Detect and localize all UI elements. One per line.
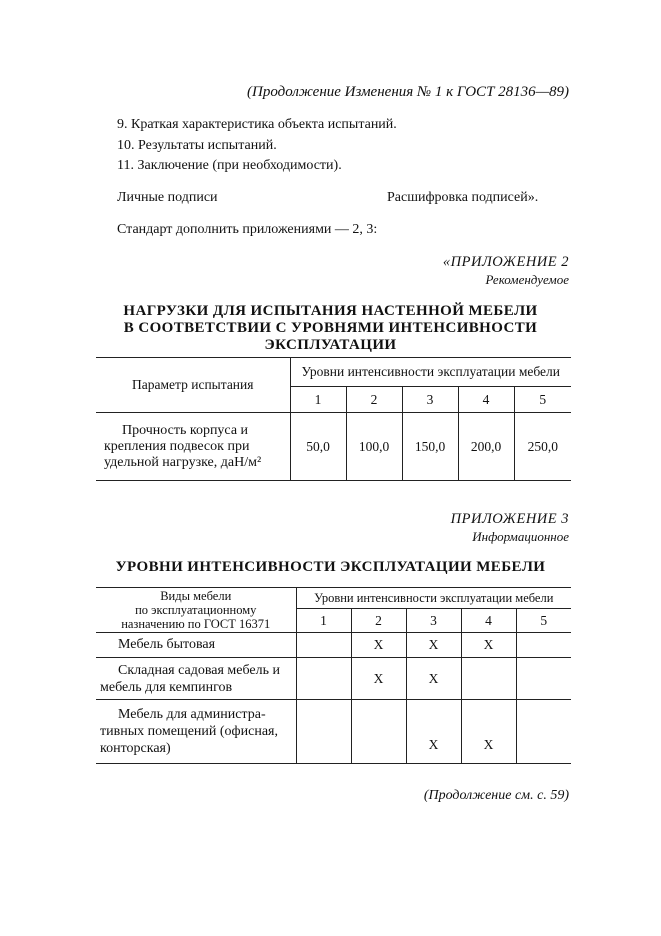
title-line: В СООТВЕТСТВИИ С УРОВНЯМИ ИНТЕНСИВНОСТИ bbox=[123, 320, 538, 336]
level-number: 5 bbox=[514, 387, 571, 413]
levels-header: Уровни интенсивности эксплуатации мебели bbox=[296, 588, 571, 609]
level-number: 5 bbox=[516, 609, 571, 633]
level-number: 1 bbox=[290, 387, 346, 413]
row-label-line: тивных помещений (офисная, bbox=[100, 724, 278, 739]
level-number: 3 bbox=[406, 609, 461, 633]
list-item: 10. Результаты испытаний. bbox=[117, 138, 277, 153]
loads-table bbox=[96, 357, 571, 481]
row-label bbox=[96, 658, 296, 700]
level-mark: X bbox=[406, 633, 461, 658]
level-mark: X bbox=[351, 633, 406, 658]
signature-right: Расшифровка подписей». bbox=[387, 190, 539, 205]
signature-left: Личные подписи bbox=[117, 190, 218, 205]
list-item: 11. Заключение (при необходимости). bbox=[117, 158, 342, 173]
level-mark bbox=[296, 658, 351, 700]
row-label bbox=[96, 700, 296, 764]
title-line: НАГРУЗКИ ДЛЯ ИСПЫТАНИЯ НАСТЕННОЙ МЕБЕЛИ bbox=[123, 303, 538, 319]
title-line: ЭКСПЛУАТАЦИИ bbox=[264, 337, 397, 353]
level-mark bbox=[461, 658, 516, 700]
type-header-line: назначению по ГОСТ 16371 bbox=[121, 617, 271, 631]
levels-table bbox=[96, 587, 571, 764]
row-label bbox=[96, 413, 290, 481]
level-number: 4 bbox=[461, 609, 516, 633]
level-number: 4 bbox=[458, 387, 514, 413]
level-mark bbox=[296, 700, 351, 764]
row-label-line: Мебель для администра- bbox=[118, 707, 266, 722]
appendix2-kind: Рекомендуемое bbox=[485, 272, 569, 287]
level-mark: X bbox=[351, 658, 406, 700]
supplement-line: Стандарт дополнить приложениями — 2, 3: bbox=[117, 222, 378, 237]
appendix3-kind: Информационное bbox=[472, 529, 569, 544]
level-number: 2 bbox=[351, 609, 406, 633]
appendix3-title: УРОВНИ ИНТЕНСИВНОСТИ ЭКСПЛУАТАЦИИ МЕБЕЛИ bbox=[115, 559, 546, 575]
level-mark bbox=[516, 633, 571, 658]
footer-continuation: (Продолжение см. с. 59) bbox=[423, 788, 569, 803]
load-value: 250,0 bbox=[514, 413, 571, 481]
row-label-line: Прочность корпуса и bbox=[122, 422, 249, 438]
level-mark bbox=[516, 658, 571, 700]
load-value: 100,0 bbox=[346, 413, 402, 481]
appendix2-title bbox=[92, 303, 569, 354]
level-mark bbox=[516, 700, 571, 764]
appendix3-label: ПРИЛОЖЕНИЕ 3 bbox=[450, 511, 569, 527]
row-label-line: Складная садовая мебель и bbox=[118, 662, 280, 678]
appendix2-label: «ПРИЛОЖЕНИЕ 2 bbox=[442, 254, 569, 270]
list-item: 9. Краткая характеристика объекта испытаний. bbox=[117, 117, 397, 132]
level-mark: X bbox=[461, 700, 516, 764]
level-mark: X bbox=[406, 700, 461, 764]
load-value: 150,0 bbox=[402, 413, 458, 481]
header-continuation: (Продолжение Изменения № 1 к ГОСТ 28136—89) bbox=[247, 84, 569, 100]
level-mark bbox=[351, 700, 406, 764]
row-label-line: крепления подвесок при bbox=[104, 438, 250, 454]
level-mark bbox=[296, 633, 351, 658]
row-label-line: удельной нагрузке, даН/м² bbox=[104, 454, 262, 470]
load-value: 200,0 bbox=[458, 413, 514, 481]
level-number: 3 bbox=[402, 387, 458, 413]
type-header bbox=[96, 588, 296, 633]
load-value: 50,0 bbox=[290, 413, 346, 481]
row-label-line: мебель для кемпингов bbox=[100, 679, 233, 695]
type-header-line: по эксплуатационному bbox=[135, 603, 257, 617]
param-header: Параметр испытания bbox=[96, 358, 290, 413]
row-label: Мебель бытовая bbox=[96, 633, 296, 658]
row-label-line: конторская) bbox=[100, 741, 171, 756]
level-mark: X bbox=[461, 633, 516, 658]
level-number: 2 bbox=[346, 387, 402, 413]
levels-header: Уровни интенсивности эксплуатации мебели bbox=[290, 358, 571, 387]
level-number: 1 bbox=[296, 609, 351, 633]
type-header-line: Виды мебели bbox=[160, 589, 232, 603]
level-mark: X bbox=[406, 658, 461, 700]
